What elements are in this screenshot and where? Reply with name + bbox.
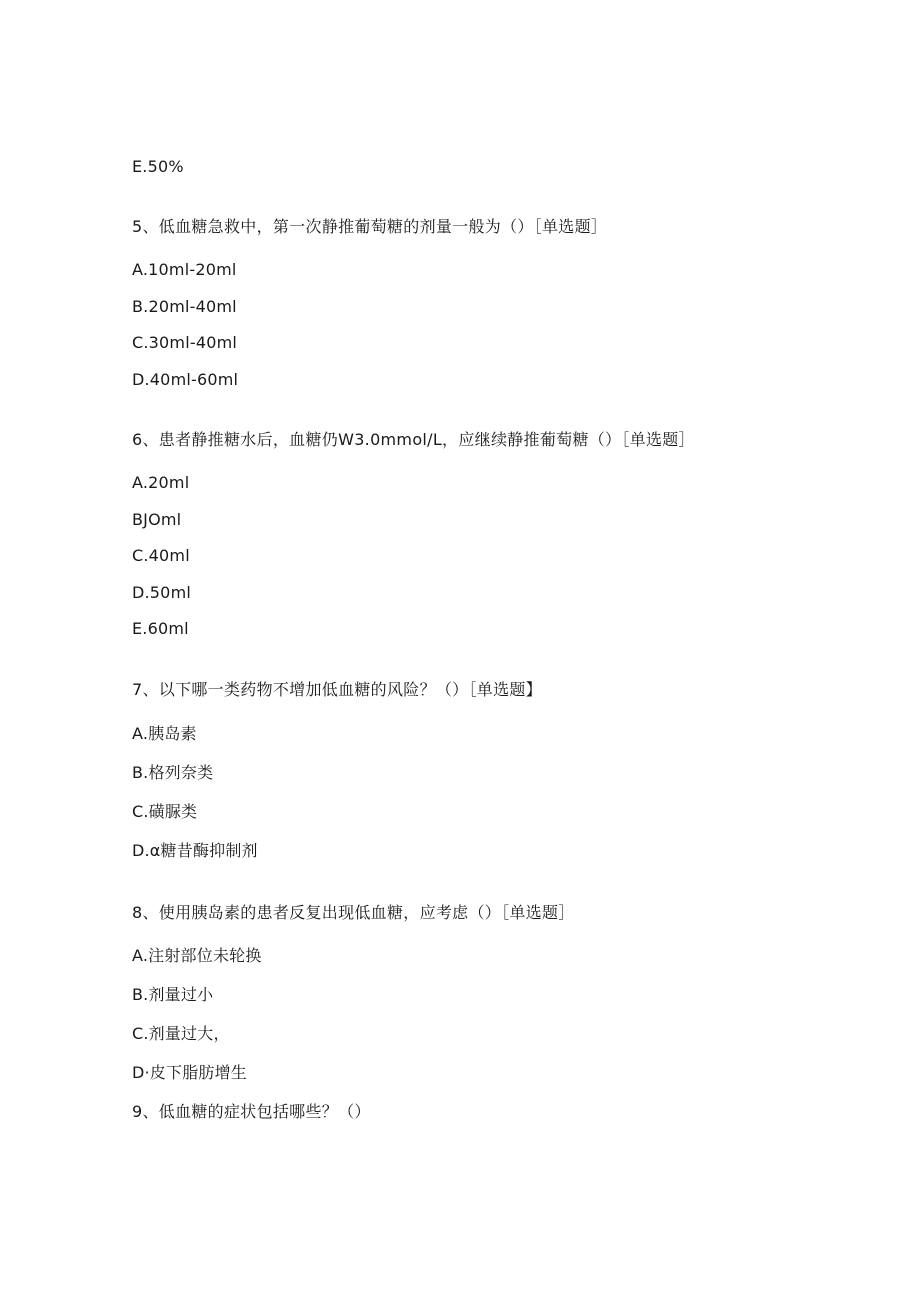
option-line: D·皮下脂肪增生	[132, 1063, 248, 1082]
option-line: D.40ml-60ml	[132, 370, 239, 389]
question-line: 6、患者静推糖水后，血糖仍W3.0mmol/L，应继续静推葡萄糖（）［单选题］	[132, 430, 695, 449]
option-line: A.10ml-20ml	[132, 260, 237, 279]
option-line: C.40ml	[132, 546, 190, 565]
option-line: A.20ml	[132, 473, 190, 492]
option-line: E.50%	[132, 157, 184, 176]
question-line: 5、低血糖急救中，第一次静推葡萄糖的剂量一般为（）［单选题］	[132, 217, 608, 236]
option-line: C.30ml-40ml	[132, 333, 238, 352]
question-line: 9、低血糖的症状包括哪些？（）	[132, 1102, 371, 1121]
option-line: D.50ml	[132, 583, 191, 602]
option-line: E.60ml	[132, 619, 189, 638]
option-line: BJOml	[132, 510, 182, 529]
question-line: 7、以下哪一类药物不增加低血糖的风险？（）［单选题】	[132, 680, 542, 699]
option-line: B.格列奈类	[132, 763, 214, 782]
question-line: 8、使用胰岛素的患者反复出现低血糖，应考虑（）［单选题］	[132, 903, 575, 922]
option-line: B.20ml-40ml	[132, 297, 237, 316]
option-line: C.剂量过大，	[132, 1024, 230, 1043]
option-line: D.α糖昔酶抑制剂	[132, 841, 258, 860]
option-line: A.注射部位未轮换	[132, 946, 262, 965]
option-line: B.剂量过小	[132, 985, 214, 1004]
option-line: A.胰岛素	[132, 724, 197, 743]
option-line: C.磺脲类	[132, 802, 198, 821]
